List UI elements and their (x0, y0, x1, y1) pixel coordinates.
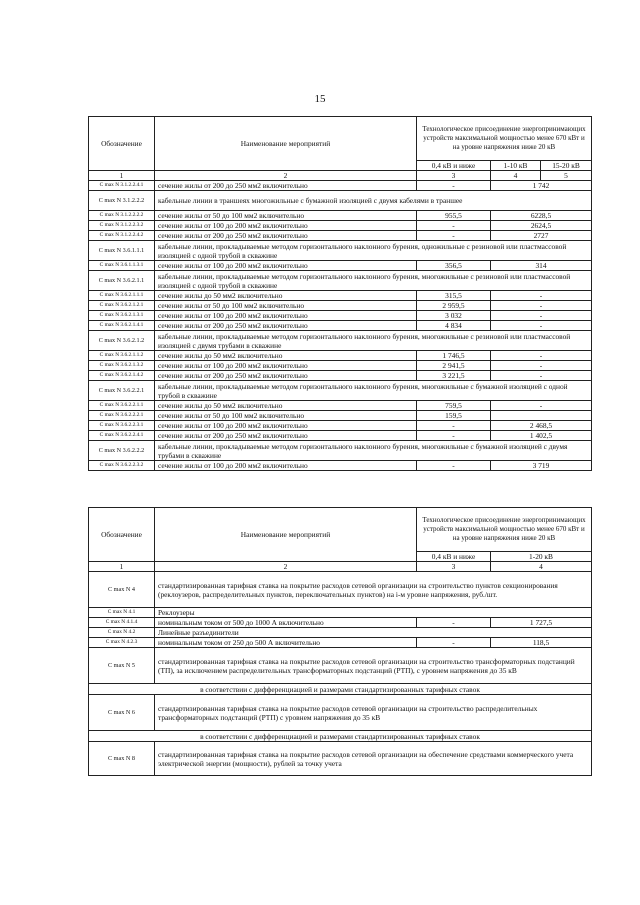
row-code: С max N 4.1 (89, 608, 155, 618)
tariff-table-1 (88, 116, 592, 471)
value-1-20kv: 2727 (491, 231, 592, 241)
header2-1-20kv: 1-20 кВ (491, 552, 592, 562)
row-code: С max N 3.6.2.1.2 (89, 331, 155, 351)
row-text: сечение жилы от 50 до 100 мм2 включительно (155, 211, 417, 221)
row-code: С max N 5 (89, 648, 155, 684)
row-text: Реклоузеры (155, 608, 592, 618)
col-number-4: 4 (491, 171, 541, 181)
table-row (89, 221, 592, 231)
header-04kv: 0,4 кВ и ниже (417, 161, 491, 171)
value-04kv: 356,5 (417, 261, 491, 271)
col2-number-2: 2 (155, 562, 417, 572)
page-number: 15 (314, 93, 326, 105)
table-row (89, 411, 592, 421)
table-row (89, 311, 592, 321)
table-row (89, 351, 592, 361)
row-code: С max N 3.6.2.2.3.1 (89, 421, 155, 431)
value-1-20kv: 118,5 (491, 638, 592, 648)
table-row (89, 431, 592, 441)
tariff-table-2 (88, 507, 592, 776)
row-code: С max N 3.1.2.2.4.2 (89, 231, 155, 241)
value-04kv: - (417, 221, 491, 231)
row-text: номинальным током от 250 до 500 А включительно (155, 638, 417, 648)
row-text: сечение жилы от 50 до 100 мм2 включительно (155, 411, 417, 421)
row-text: сечение жилы от 100 до 200 мм2 включительно (155, 361, 417, 371)
table-row (89, 191, 592, 211)
table-row (89, 371, 592, 381)
value-1-20kv: 1 402,5 (491, 431, 592, 441)
row-code: С max N 4 (89, 572, 155, 608)
table-row (89, 441, 592, 461)
row-text: сечение жилы от 100 до 200 мм2 включительно (155, 261, 417, 271)
row-text: сечение жилы от 100 до 200 мм2 включительно (155, 221, 417, 231)
value-1-20kv: 2624,5 (491, 221, 592, 231)
row-code: С max N 3.6.2.2.1 (89, 381, 155, 401)
table-row (89, 361, 592, 371)
note-row: в соответствии с дифференциацией и размерами стандартизированных тарифных ставок (89, 731, 592, 742)
row-text: сечение жилы от 100 до 200 мм2 включительно (155, 421, 417, 431)
value-04kv: 4 834 (417, 321, 491, 331)
row-code: С max N 3.6.2.2.1.1 (89, 401, 155, 411)
row-text: стандартизированная тарифная ставка на покрытие расходов сетевой организации на строительство пунктов секционирования (реклоузеров, распределительных пунктов, переключательных пунктов) на i-м уровне напряжения, руб./шт. (155, 572, 592, 608)
row-text: сечение жилы от 200 до 250 мм2 включительно (155, 231, 417, 241)
col2-number-1: 1 (89, 562, 155, 572)
row-text: Линейные разъединители (155, 628, 592, 638)
row-text: стандартизированная тарифная ставка на покрытие расходов сетевой организации на строительство распределительных трансформаторных подстанций (РТП) с уровнем напряжения до 35 кВ (155, 695, 592, 731)
table-row (89, 241, 592, 261)
table-row (89, 461, 592, 471)
value-04kv: - (417, 421, 491, 431)
value-1-20kv: - (491, 321, 592, 331)
value-1-20kv: - (491, 361, 592, 371)
row-code: С max N 3.6.2.1.1 (89, 271, 155, 291)
value-1-20kv: - (491, 371, 592, 381)
row-text: кабельные линии, прокладываемые методом горизонтального наклонного бурения, многожильные с бумажной изоляцией с одной трубой в скважине (155, 381, 592, 401)
value-04kv: 2 959,5 (417, 301, 491, 311)
row-code: С max N 3.6.2.1.1.1 (89, 291, 155, 301)
col-number-5: 5 (541, 171, 592, 181)
row-text: кабельные линии, прокладываемые методом горизонтального наклонного бурения, одножильные с резиновой или пластмассовой изоляцией с одной трубой в скважине (155, 241, 592, 261)
row-text: сечение жилы до 50 мм2 включительно (155, 291, 417, 301)
value-1-20kv: 1 742 (491, 181, 592, 191)
header2-04kv: 0,4 кВ и ниже (417, 552, 491, 562)
row-code: С max N 3.6.2.2.3.2 (89, 461, 155, 471)
table-row (89, 381, 592, 401)
table-row (89, 401, 592, 411)
table-row (89, 301, 592, 311)
header-15-20kv: 15-20 кВ (541, 161, 592, 171)
row-text: номинальным током от 500 до 1000 А включительно (155, 618, 417, 628)
table-row (89, 261, 592, 271)
row-code: С max N 3.6.1.1.3.1 (89, 261, 155, 271)
row-code: С max N 4.2 (89, 628, 155, 638)
row-code: С max N 3.1.2.2.2 (89, 191, 155, 211)
row-code: С max N 3.6.2.1.1.2 (89, 351, 155, 361)
row-text: сечение жилы до 50 мм2 включительно (155, 401, 417, 411)
col-number-2: 2 (155, 171, 417, 181)
row-text: кабельные линии в траншеях многожильные с бумажной изоляцией с двумя кабелями в траншее (155, 191, 592, 211)
row-text: кабельные линии, прокладываемые методом горизонтального наклонного бурения, многожильные с бумажной изоляцией с двумя трубами в скважине (155, 441, 592, 461)
value-1-20kv: - (491, 351, 592, 361)
table-row (89, 291, 592, 301)
row-text: кабельные линии, прокладываемые методом горизонтального наклонного бурения, многожильные с резиновой или пластмассовой изоляцией с одной трубой в скважине (155, 271, 592, 291)
value-1-20kv: - (491, 311, 592, 321)
row-text: стандартизированная тарифная ставка на покрытие расходов сетевой организации на обеспечение средствами коммерческого учета электрической энергии (мощности), рублей за точку учета (155, 742, 592, 776)
header-measures: Наименование мероприятий (155, 117, 417, 171)
row-code: С max N 3.6.2.1.2.1 (89, 301, 155, 311)
row-code: С max N 3.1.2.2.3.2 (89, 221, 155, 231)
value-1-20kv: 3 719 (491, 461, 592, 471)
row-text: сечение жилы от 200 до 250 мм2 включительно (155, 371, 417, 381)
row-code: С max N 3.6.2.1.3.1 (89, 311, 155, 321)
row-text: стандартизированная тарифная ставка на покрытие расходов сетевой организации на строительство трансформаторных подстанций (ТП), за исключением распределительных трансформаторных подстанций (РТП), с уровнем напряжения до 35 кВ (155, 648, 592, 684)
row-text: сечение жилы от 100 до 200 мм2 включительно (155, 461, 417, 471)
value-04kv: 2 941,5 (417, 361, 491, 371)
header-1-10kv: 1-10 кВ (491, 161, 541, 171)
row-text: сечение жилы до 50 мм2 включительно (155, 351, 417, 361)
note-row: в соответствии с дифференциацией и размерами стандартизированных тарифных ставок (89, 684, 592, 695)
header-designation: Обозначение (89, 117, 155, 171)
col-number-3: 3 (417, 171, 491, 181)
row-text: кабельные линии, прокладываемые методом горизонтального наклонного бурения, многожильные с резиновой или пластмассовой изоляцией с двумя трубами в скважине (155, 331, 592, 351)
value-1-20kv (491, 411, 592, 421)
value-04kv: - (417, 461, 491, 471)
table-row (89, 421, 592, 431)
row-text: сечение жилы от 100 до 200 мм2 включительно (155, 311, 417, 321)
col2-number-3: 3 (417, 562, 491, 572)
value-1-20kv: - (491, 401, 592, 411)
value-1-20kv: - (491, 301, 592, 311)
col-number-1: 1 (89, 171, 155, 181)
value-1-20kv: 1 727,5 (491, 618, 592, 628)
table-row (89, 211, 592, 221)
row-text: сечение жилы от 50 до 100 мм2 включительно (155, 301, 417, 311)
row-code: С max N 3.6.1.1.1 (89, 241, 155, 261)
table-row (89, 231, 592, 241)
value-04kv: 955,5 (417, 211, 491, 221)
row-code: С max N 3.1.2.2.2.2 (89, 211, 155, 221)
row-code: С max N 4.2.3 (89, 638, 155, 648)
value-1-20kv: 2 468,5 (491, 421, 592, 431)
table-row (89, 321, 592, 331)
row-text: сечение жилы от 200 до 250 мм2 включительно (155, 181, 417, 191)
value-04kv: 315,5 (417, 291, 491, 301)
row-code: С max N 3.6.2.1.4.2 (89, 371, 155, 381)
header2-measures: Наименование мероприятий (155, 508, 417, 562)
row-text: сечение жилы от 200 до 250 мм2 включительно (155, 431, 417, 441)
value-04kv: 3 032 (417, 311, 491, 321)
row-code: С max N 3.6.2.1.4.1 (89, 321, 155, 331)
table-row (89, 331, 592, 351)
row-text: сечение жилы от 200 до 250 мм2 включительно (155, 321, 417, 331)
header2-tech-connection: Технологическое присоединение энергопринимающих устройств максимальной мощностью менее 670 кВт и на уровне напряжения ниже 20 кВ (417, 508, 592, 552)
value-1-20kv: - (491, 291, 592, 301)
header-tech-connection: Технологическое присоединение энергопринимающих устройств максимальной мощностью менее 670 кВт и на уровне напряжения ниже 20 кВ (417, 117, 592, 161)
row-code: С max N 3.6.2.2.4.1 (89, 431, 155, 441)
value-04kv: 759,5 (417, 401, 491, 411)
value-04kv: - (417, 231, 491, 241)
col2-number-4: 4 (491, 562, 592, 572)
value-04kv: - (417, 431, 491, 441)
value-04kv: 3 221,5 (417, 371, 491, 381)
value-04kv: - (417, 638, 491, 648)
value-1-20kv: 314 (491, 261, 592, 271)
table-row (89, 181, 592, 191)
row-code: С max N 3.6.2.2.2.1 (89, 411, 155, 421)
value-1-20kv: 6228,5 (491, 211, 592, 221)
value-04kv: 1 746,5 (417, 351, 491, 361)
row-code: С max N 6 (89, 695, 155, 731)
row-code: С max N 3.1.2.2.4.1 (89, 181, 155, 191)
row-code: С max N 3.6.2.1.3.2 (89, 361, 155, 371)
value-04kv: 159,5 (417, 411, 491, 421)
header2-designation: Обозначение (89, 508, 155, 562)
value-04kv: - (417, 618, 491, 628)
row-code: С max N 4.1.4 (89, 618, 155, 628)
row-code: С max N 3.6.2.2.2 (89, 441, 155, 461)
value-04kv: - (417, 181, 491, 191)
table-row (89, 271, 592, 291)
row-code: С max N 8 (89, 742, 155, 776)
